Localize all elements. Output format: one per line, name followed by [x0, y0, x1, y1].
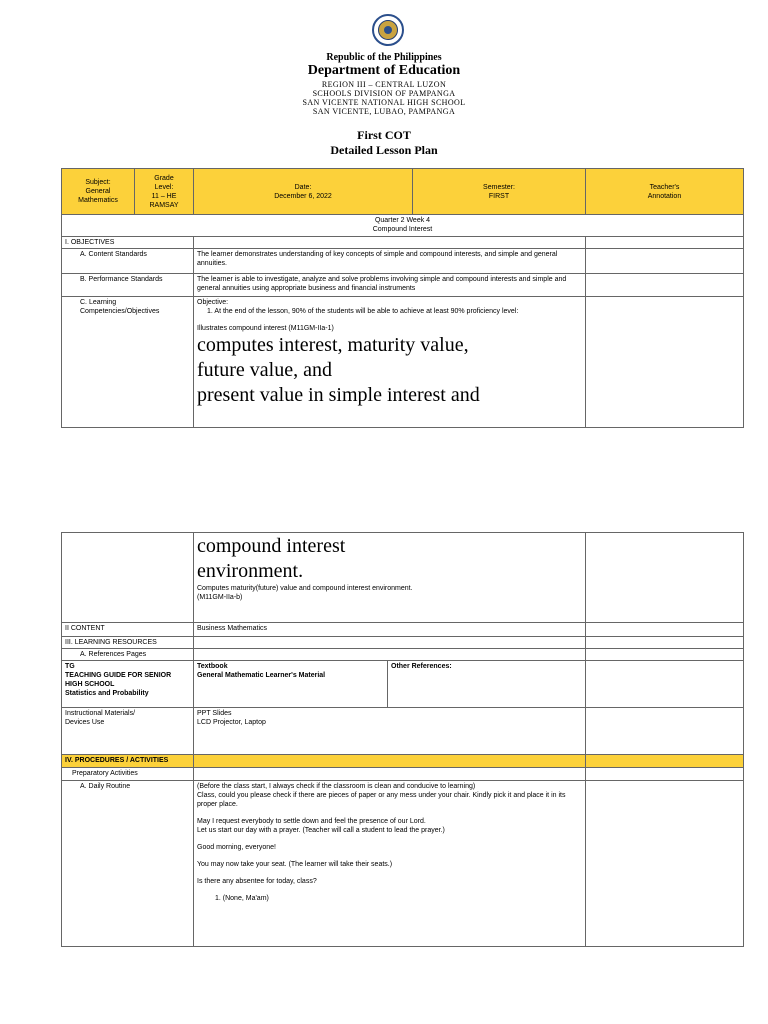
grade-cell: Grade Level: 11 – HE RAMSAY [135, 169, 194, 215]
competencies-continued: compound interest environment. Computes maturity(future) value and compound interest environment. (M11GM-IIa-b) [194, 533, 586, 623]
region-line: REGION III – CENTRAL LUZON [321, 80, 447, 89]
plan-title: Detailed Lesson Plan [330, 143, 438, 157]
semester-cell: Semester: FIRST [413, 169, 586, 215]
daily-routine-label: A. Daily Routine [62, 781, 194, 947]
republic-line: Republic of the Philippines [326, 52, 442, 63]
content-value: Business Mathematics [194, 623, 586, 637]
division-line: SCHOOLS DIVISION OF PAMPANGA [312, 89, 456, 98]
instructional-materials-label: Instructional Materials/ Devices Use [62, 708, 194, 755]
references-pages-label: A. References Pages [62, 649, 194, 661]
procedures-heading: IV. PROCEDURES / ACTIVITIES [62, 755, 194, 768]
resources-heading: III. LEARNING RESOURCES [62, 637, 194, 649]
quarter-cell: Quarter 2 Week 4 Compound Interest [62, 215, 744, 237]
content-standards-label: A. Content Standards [62, 249, 194, 274]
textbook-cell: Textbook General Mathematic Learner's Material [194, 661, 388, 708]
annotation-header: Teacher's Annotation [586, 169, 744, 215]
performance-standards-text: The learner is able to investigate, analyze and solve problems involving simple and compound interests and simple and general annuities using appropriate business and financial instruments [194, 274, 586, 297]
cot-title: First COT [357, 128, 411, 142]
competencies-label: C. Learning Competencies/Objectives [62, 297, 194, 428]
objectives-heading: I. OBJECTIVES [62, 237, 194, 249]
date-cell: Date: December 6, 2022 [194, 169, 413, 215]
daily-routine-text: (Before the class start, I always check if the classroom is clean and conducive to learning) Class, could you please check if there are pieces of paper or any mess under your chair. Kindly pick it and place it in its proper place. May I request everybody to settle down and feel the presence of our Lord. Let us start our day with a prayer. (Teacher will call a student to lead the prayer.) Good morning, everyone! You may now take your seat. (The learner will take their seats.) Is there any absentee for today, class? 1. (None, Ma'am) [194, 781, 586, 947]
other-references-cell: Other References: [388, 661, 586, 708]
address-line: SAN VICENTE, LUBAO, PAMPANGA [312, 107, 456, 116]
department-title: Department of Education [307, 63, 461, 78]
lesson-table-top [61, 168, 744, 428]
instructional-materials-value: PPT Slides LCD Projector, Laptop [194, 708, 586, 755]
preparatory-label: Preparatory Activities [62, 768, 194, 781]
school-line: SAN VICENTE NATIONAL HIGH SCHOOL [302, 98, 466, 107]
deped-seal-icon [372, 14, 404, 46]
competencies-cell: Objective: 1. At the end of the lesson, 90% of the students will be able to achieve at least 90% proficiency level: Illustrates compound interest (M11GM-IIa-1) computes interest, maturity value, future value, and present value in simple interest and [194, 297, 586, 428]
subject-cell: Subject: General Mathematics [62, 169, 135, 215]
performance-standards-label: B. Performance Standards [62, 274, 194, 297]
content-heading: II CONTENT [62, 623, 194, 637]
lesson-table-bottom [61, 532, 744, 947]
content-standards-text: The learner demonstrates understanding of key concepts of simple and compound interests, and simple and general annuities. [194, 249, 586, 274]
tg-cell: TG TEACHING GUIDE FOR SENIOR HIGH SCHOOL Statistics and Probability [62, 661, 194, 708]
